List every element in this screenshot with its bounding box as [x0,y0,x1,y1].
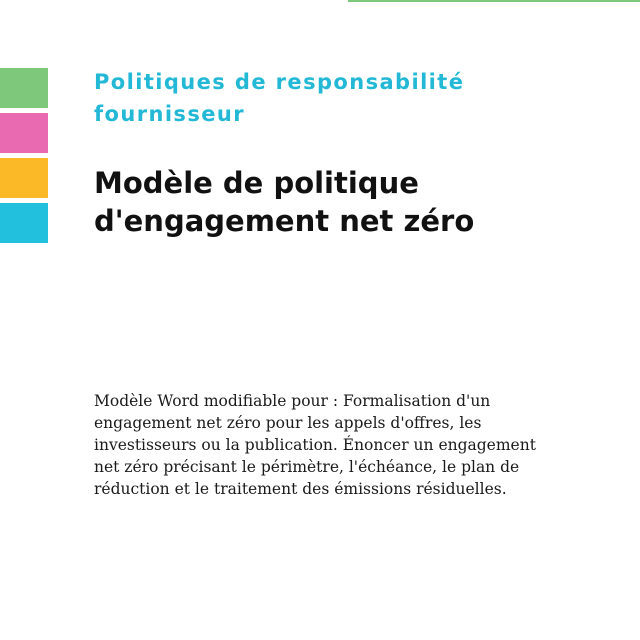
category-title: Politiques de responsabilité fournisseur [94,70,465,126]
description-text: Modèle Word modifiable pour : Formalisation d'un engagement net zéro pour les appels d'offres, les investisseurs ou la publication. Énoncer un engagement net zéro précisant le périmètre, l'échéance, le plan de réduction et le traitement des émissions résiduelles. [94,392,536,498]
top-accent-line [348,0,640,2]
cyan-accent-bar [0,203,48,243]
yellow-accent-bar [0,158,48,198]
pink-accent-bar [0,113,48,153]
page-title: Modèle de politique d'engagement net zéro [94,166,475,238]
green-accent-bar [0,68,48,108]
